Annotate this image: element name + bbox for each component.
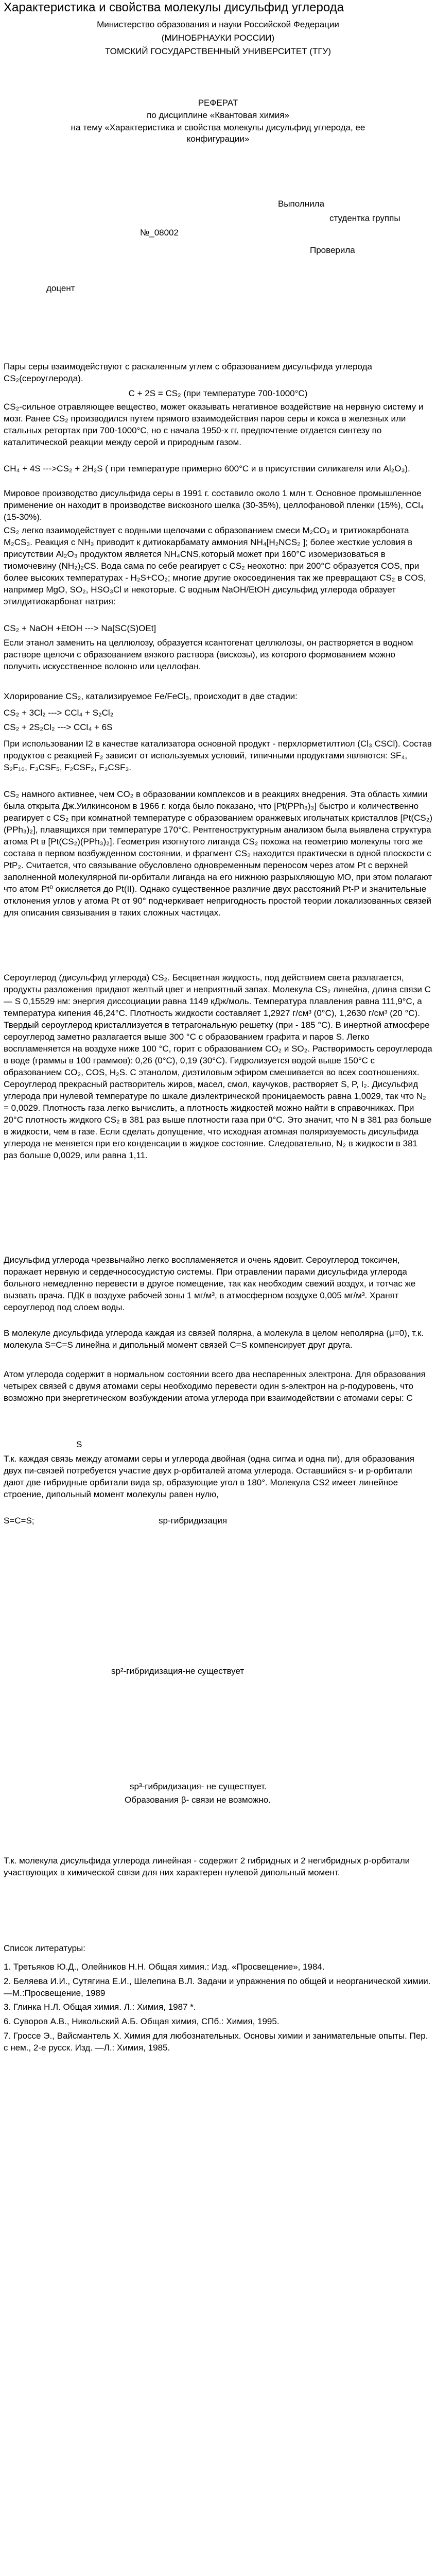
- reaction-equation: C + 2S = CS₂ (при температуре 700-1000°C): [128, 388, 308, 398]
- paragraph: CS₂ намного активнее, чем CO₂ в образовании комплексов и в реакциях внедрения. Эта область химии была открыта Дж.Уилкинсоном в 1966 г. когда было показано, что [Pt(PPh₃)₃] быстро и количественно реагирует с CS₂ при комнатной температуре с образованием оранжевых игольчатых кристаллов [Pt(CS₂)(PPh₃)₂], плавящихся при температуре 170°C. Рентгеноструктурным анализом была выявлена структура атома Pt в [Pt(CS₂)(PPh₃)₂]. Геометрия изогнутого лиганда CS₂ похожа на геометрию молекулы того же состава в первом возбужденном состоянии, и фрагмент CS₂ находится практически в одной плоскости с PtP₂. Считается, что связывание обусловлено одновременным переносом через атом Pt с верхней заполненной молекулярной пи-орбитали лиганда на его нижнюю разрыхляющую МО, при этом полагают что атом Pt⁰ окисляется до Pt(II). Однако существенное различие двух расстояний Pt-P и значительные отклонения углов у атома Pt от 90° подчеркивает непригодность простой теории локализованных связей для описания связывания в таких сложных частицах.: [4, 789, 433, 918]
- group-number: №_08002: [140, 228, 179, 238]
- beta-bond-note: Образования β- связи не возможно.: [125, 1795, 271, 1805]
- docent-label: доцент: [46, 283, 75, 293]
- paragraph: CS₂-сильное отравляющее вещество, может оказывать негативное воздействие на нервную систему и мозг. Ранее CS₂ производился путем прямого взаимодействия паров серы и кокса в железных или стальных ретортах при 700-1000°C, но с начала 1950-х гг. предпочтение отдается синтезу по каталитической реакции между серой и природным газом.: [4, 402, 424, 447]
- reference-item: [4, 1975, 432, 1999]
- report-label: РЕФЕРАТ: [198, 98, 238, 108]
- body-paragraph: [4, 690, 432, 702]
- paragraph: 7. Гроссе Э., Вайсмантель Х. Химия для любознательных. Основы химии и занимательные опыты. Пер. с нем., 2-е русск. Изд. —Л.: Химия, 1985.: [4, 2031, 428, 2053]
- paragraph: Сероуглерод (дисульфид углерода) CS₂. Бесцветная жидкость, под действием света разлагается, продукты разложения придают желтый цвет и неприятный запах. Молекула CS₂ линейна, длина связи C — S 0,15529 нм: энергия диссоциации равна 1149 кДж/моль. Температура плавления равна 111,9°C, а температура кипения 46,24°С. Плотность жидкости составляет 1,2927 г/см³ (0°С), 1,2630 г/см³ (20 °С). Твердый сероуглерод кристаллизуется в тетрагональную решетку (при - 185 °С). В инертной атмосфере сероуглерод заметно разлагается выше 300 °С с образованием графита и паров S. Легко воспламеняется на воздухе ниже 100 °С, горит с образованием CO₂ и SO₂. Растворимость сероуглерода в воде (граммы в 100 граммов): 0,26 (0°С), 0,19 (30°С). Гидролизуется водой выше 150°С с образованием CO₂, COS, H₂S. С этанолом, диэтиловым эфиром смешивается во всех соотношениях. Сероуглерод прекрасный растворитель жиров, масел, смол, каучуков, растворяет S, P, I₂. Дисульфид углерода при нулевой температуре по шкале диэлектрической проницаемость равна 1,0029, так что N₂ = 0,0029. Плотность газа легко вычислить, а плотность жидкостей можно найти в справочниках. При 20°С плотность жидкого CS₂ в 381 раз выше плотности газа при 0°С. Это значит, что N в 381 раз больше в жидкости, чем в газе. Если сделать допущение, что исходная атомная поляризуемость дисульфида углерода не меняется при его конденсации в жидкое состояние. Следовательно, N₂ в жидкости в 381 раз больше 0,0029, или равна 1,11.: [4, 973, 432, 1160]
- reference-item: [4, 2030, 432, 2054]
- body-paragraph: [4, 463, 432, 474]
- checked-by-label: Проверила: [310, 245, 355, 255]
- reference-item: [4, 1961, 432, 1973]
- references-heading: Список литературы:: [4, 1943, 85, 1953]
- body-paragraph: [4, 401, 432, 448]
- reaction-equation: [4, 622, 432, 634]
- paragraph: Если этанол заменить на целлюлозу, образуется ксантогенат целлюлозы, он растворяется в водном растворе щелочи с образованием вязкого раствора (вискозы), из которого формованием можно получить искусственное волокно или целлофан.: [4, 638, 413, 671]
- body-paragraph: [4, 972, 432, 1161]
- reference-item: [4, 2015, 432, 2027]
- body-paragraph: [4, 1254, 432, 1313]
- performed-by-label: Выполнила: [278, 199, 325, 209]
- paragraph: Т.к. каждая связь между атомами серы и углерода двойная (одна сигма и одна пи), для образования двух пи-связей потребуется участие двух p-орбиталей атома углерода. Оставшийся s- и p-орбитали дают две гибридные орбитали вида sp, образующие угол в 180°. Молекула CS2 имеет линейное строение, дипольный момент молекулы равен нулю,: [4, 1454, 415, 1499]
- body-paragraph: [4, 1368, 432, 1404]
- hybridization-sp3: sp³-гибридизация- не существует.: [130, 1782, 267, 1791]
- body-paragraph: [4, 738, 432, 773]
- reference-item: [4, 2001, 432, 2013]
- student-group-label: студентка группы: [329, 213, 400, 223]
- body-paragraph: [4, 1327, 432, 1351]
- body-paragraph: [4, 524, 432, 607]
- ministry-line: Министерство образования и науки Российской Федерации: [97, 20, 339, 29]
- intro-paragraph: [4, 361, 432, 384]
- paragraph: CS₂ + 2S₂Cl₂ ---> CCl₄ + 6S: [4, 722, 113, 732]
- paragraph: При использовании I2 в качестве катализатора основной продукт - перхлорметилтиол (Cl₃ CSCl). Состав продуктов с реакцией F₂ зависит от используемых условий, типичными продуктами являются: SF₄, S₂F₁₀, F₃CSF₅, F₂CSF₂, F₃CSF₃.: [4, 739, 432, 772]
- ministry-abbr: (МИНОБРНАУКИ РОССИИ): [161, 33, 275, 43]
- report-topic-line-1: на тему «Характеристика и свойства молекулы дисульфид углерода, ее: [71, 123, 365, 132]
- paragraph: Пары серы взаимодействуют с раскаленным углем с образованием дисульфида углерода CS₂(сероуглерода).: [4, 362, 373, 383]
- paragraph: Т.к. молекула дисульфида углерода линейная - содержит 2 гибридных и 2 негибридных р-орбитали участвующих в химической связи для них характерен нулевой дипольный момент.: [4, 1856, 410, 1877]
- report-topic-line-2: конфигурации»: [186, 134, 250, 144]
- paragraph: CS₂ легко взаимодействует с водными щелочами с образованием смеси M₂CO₃ и тритиокарбоната M₂CS₃. Реакция с NH₃ приводит к дитиокарбамату аммония NH₄[H₂NCS₂ ]; более жесткие условия в присутствии Al₂O₃ продуктом является NH₄CNS,который может при 160°C изомеризоваться в тиомочевину (NH₂)₂CS. Вода сама по себе реагирует с CS₂ неохотно: при 200°C образуется COS, при более высоких температурах - H₂S+CO₂; многие другие окосоединения так же превращают CS₂ в COS, например MgO, SO₂, HSO₃Cl и некоторые. C водным NaOH/EtOH дисульфид углерода образует этилдитиокарбонат натрия:: [4, 526, 426, 606]
- conclusion-paragraph: [4, 1855, 432, 1878]
- reaction-equation: [4, 707, 432, 719]
- paragraph: Дисульфид углерода чрезвычайно легко воспламеняется и очень ядовит. Сероуглерод токсичен, поражает нервную и сердечнососудистую системы. При отравлении парами дисульфида углерода больного немедленно перевести в другое помещение, так как необходим свежий воздух, и тотчас же вызвать врача. ПДК в воздухе рабочей зоны 1 мг/м³, в атмосферном воздухе 0,005 мг/м³. Хранят сероуглерод под слоем воды.: [4, 1255, 416, 1312]
- body-paragraph: [4, 637, 432, 672]
- paragraph: CS₂ + 3Cl₂ ---> CCl₄ + S₂Cl₂: [4, 708, 114, 718]
- paragraph: CS₂ + NaOH +EtOH ---> Na[SC(S)OEt]: [4, 623, 156, 633]
- sulfur-label: S: [76, 1439, 82, 1449]
- university-name: ТОМСКИЙ ГОСУДАРСТВЕННЫЙ УНИВЕРСИТЕТ (ТГУ): [104, 46, 332, 56]
- paragraph: 3. Глинка Н.Л. Общая химия. Л.: Химия, 1987 *.: [4, 2002, 196, 2012]
- structural-formula: S=C=S;: [4, 1516, 34, 1526]
- document-title: Характеристика и свойства молекулы дисульфид углерода: [4, 1, 344, 14]
- paragraph: 6. Суворов А.В., Никольский А.Б. Общая химия, СПб.: Химия, 1995.: [4, 2016, 280, 2026]
- body-paragraph: [4, 487, 432, 523]
- body-paragraph: [4, 788, 432, 919]
- body-paragraph: [4, 1453, 432, 1500]
- paragraph: В молекуле дисульфида углерода каждая из связей полярна, а молекула в целом неполярна (μ=0), т.к. молекула S=C=S линейна и дипольный момент связей C=S компенсирует друг друга.: [4, 1328, 424, 1350]
- paragraph: 1. Третьяков Ю.Д., Олейников Н.Н. Общая химия.: Изд. «Просвещение», 1984.: [4, 1962, 325, 1972]
- paragraph: Атом углерода содержит в нормальном состоянии всего два неспаренных электрона. Для образования четырех связей с двумя атомами серы необходимо перевести один s-электрон на p-подуровень, что возможно при энергетическом возбуждении атома углерода при взаимодействии с атомами серы: C: [4, 1369, 426, 1403]
- hybridization-sp2: sp²-гибридизация-не существует: [111, 1666, 245, 1676]
- paragraph: 2. Беляева И.И., Сутягина Е.И., Шелепина В.Л. Задачи и упражнения по общей и неорганической химии.—М.:Просвещение, 1989: [4, 1976, 431, 1998]
- paragraph: Мировое производство дисульфида серы в 1991 г. составило около 1 млн т. Основное промышленное применение он находит в производстве вискозного шелка (30-35%), целлофановой пленки (15%), CCl₄ (15-30%).: [4, 488, 424, 522]
- report-discipline: по дисциплине «Квантовая химия»: [147, 110, 289, 120]
- hybridization-sp: sp-гибридизация: [159, 1516, 228, 1526]
- paragraph: CH₄ + 4S --->CS₂ + 2H₂S ( при температуре примерно 600°C и в присутствии силикагеля или Al₂O₃).: [4, 464, 410, 473]
- reaction-equation: [4, 721, 432, 733]
- paragraph: Хлорирование CS₂, катализируемое Fe/FeCl₃, происходит в две стадии:: [4, 691, 298, 701]
